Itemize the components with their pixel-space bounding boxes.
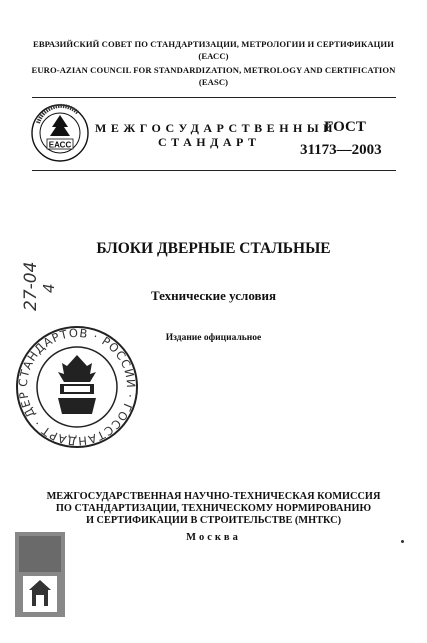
council-name-ru: ЕВРАЗИЙСКИЙ СОВЕТ ПО СТАНДАРТИЗАЦИИ, МЕТРОЛОГИИ И СЕРТИФИКАЦИИ [32, 39, 394, 49]
edition-label: Издание официальное [165, 333, 262, 343]
easc-logo [30, 103, 90, 163]
publisher-city: Москва [186, 532, 241, 543]
header-rule-top [32, 97, 396, 98]
gost-number: 31173—2003 [300, 142, 382, 158]
publisher-line-2: ПО СТАНДАРТИЗАЦИИ, ТЕХНИЧЕСКОМУ НОРМИРОВАНИЮ [55, 503, 372, 514]
library-sticker [15, 532, 65, 617]
header-rule-bottom [32, 170, 396, 171]
handwritten-number-text: 4 [40, 283, 58, 293]
council-abbr-ru: (ЕАСС) [198, 51, 229, 61]
logo-text: ЕАСС [48, 140, 72, 150]
gost-label: ГОСТ [324, 119, 366, 135]
standard-line-2: СТАНДАРТ [158, 135, 261, 149]
publisher-line-1: МЕЖГОСУДАРСТВЕННАЯ НАУЧНО-ТЕХНИЧЕСКАЯ КОМИССИЯ [46, 491, 381, 502]
stamp-ring-text: СТАНДАРТОВ · РОССИИ · ГОССТАНДАРТ · ДЕР [15, 325, 139, 449]
speck-mark [401, 540, 404, 543]
council-name-en: EURO-AZIAN COUNCIL FOR STANDARDIZATION, METROLOGY AND CERTIFICATION [31, 65, 396, 75]
standard-line-1: МЕЖГОСУДАРСТВЕННЫЙ [95, 121, 337, 135]
archive-stamp [12, 322, 142, 452]
publisher-line-3: И СЕРТИФИКАЦИИ В СТРОИТЕЛЬСТВЕ (МНТКС) [85, 515, 342, 526]
council-abbr-en: (EASC) [198, 77, 229, 87]
document-subtitle: Технические условия [150, 288, 277, 303]
handwritten-date-text: 27-04 [21, 261, 41, 311]
handwritten-date [12, 253, 58, 313]
document-title: БЛОКИ ДВЕРНЫЕ СТАЛЬНЫЕ [96, 240, 331, 257]
